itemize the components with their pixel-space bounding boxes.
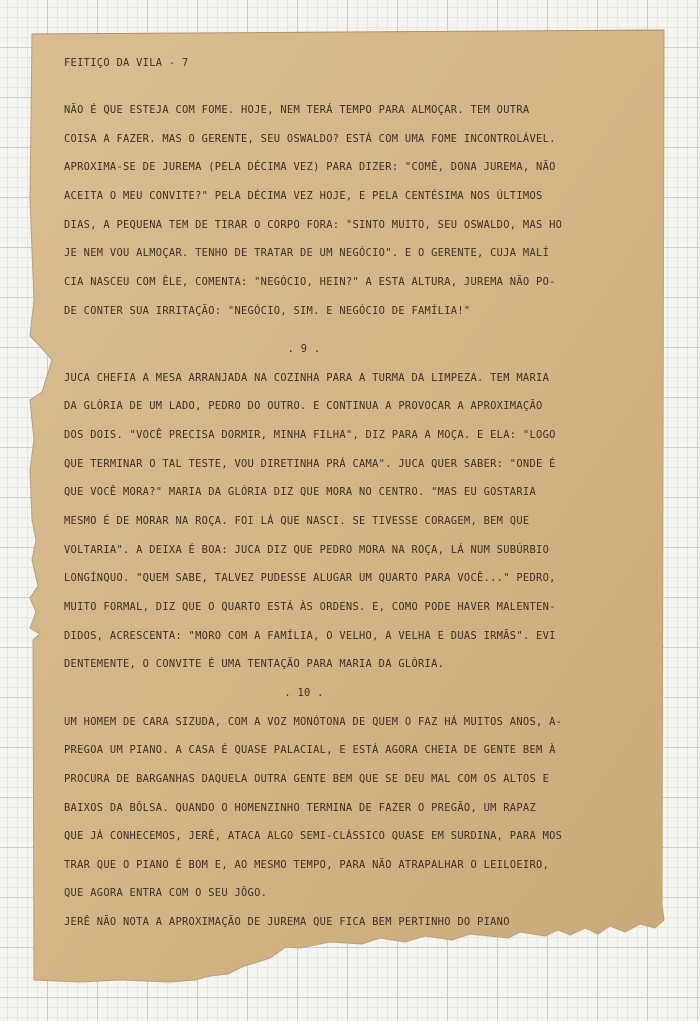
scene-marker-9: . 9 .: [287, 343, 321, 355]
last-partial-line: JERÊ NÃO NOTA A APROXIMAÇÃO DE JUREMA QUE FICA BEM PERTINHO DO PIANO: [64, 916, 510, 928]
paragraph-two-line: DENTEMENTE, O CONVITE É UMA TENTAÇÃO PARA MARIA DA GLÓRIA.: [64, 658, 445, 670]
paragraph-three-line: BAIXOS DA BÔLSA. QUANDO O HOMENZINHO TERMINA DE FAZER O PREGÃO, UM RAPAZ: [64, 802, 537, 814]
paragraph-three-line: QUE JÁ CONHECEMOS, JERÊ, ATACA ALGO SEMI-CLÁSSICO QUASE EM SURDINA, PARA MOS: [64, 830, 563, 842]
paragraph-three-line: UM HOMEM DE CARA SIZUDA, COM A VOZ MONÓTONA DE QUEM O FAZ HÁ MUITOS ANOS, A-: [64, 716, 563, 728]
paragraph-two-line: QUE TERMINAR O TAL TESTE, VOU DIRETINHA PRÁ CAMA". JUCA QUER SABER: "ONDE É: [64, 458, 556, 470]
paragraph-two-line: QUE VOCÊ MORA?" MARIA DA GLÓRIA DIZ QUE MORA NO CENTRO. "MAS EU GOSTARIA: [64, 486, 537, 498]
paragraph-one-line: APROXIMA-SE DE JUREMA (PELA DÉCIMA VEZ) PARA DIZER: "COMÊ, DONA JUREMA, NÃO: [64, 161, 556, 173]
paragraph-three-line: QUE AGORA ENTRA COM O SEU JÔGO.: [64, 887, 268, 899]
paragraph-two-line: DOS DOIS. "VOCÊ PRECISA DORMIR, MINHA FILHA", DIZ PARA A MOÇA. E ELA: "LOGO: [64, 429, 556, 441]
paragraph-two-line: VOLTARIA". A DEIXA É BOA: JUCA DIZ QUE PEDRO MORA NA ROÇA, LÁ NUM SUBÚRBIO: [64, 544, 550, 556]
paragraph-two-line: LONGÍNQUO. "QUEM SABE, TALVEZ PUDESSE ALUGAR UM QUARTO PARA VOCÊ..." PEDRO,: [64, 572, 556, 584]
paragraph-two-line: MESMO É DE MORAR NA ROÇA. FOI LÁ QUE NASCI. SE TIVESSE CORAGEM, BEM QUE: [64, 515, 530, 527]
paragraph-one-line: DE CONTER SUA IRRITAÇÃO: "NEGÓCIO, SIM. E NEGÓCIO DE FAMÍLIA!": [64, 305, 471, 317]
paragraph-two-line: DA GLÓRIA DE UM LADO, PEDRO DO OUTRO. E CONTINUA A PROVOCAR A APROXIMAÇÃO: [64, 400, 543, 412]
paragraph-two-line: JUCA CHEFIA A MESA ARRANJADA NA COZINHA PARA A TURMA DA LIMPEZA. TEM MARIA: [64, 372, 550, 384]
paragraph-one-line: COISA A FAZER. MAS O GERENTE, SEU OSWALDO? ESTÁ COM UMA FOME INCONTROLÁVEL.: [64, 133, 556, 145]
paragraph-one-line: ACEITA O MEU CONVITE?" PELA DÉCIMA VEZ HOJE, E PELA CENTÉSIMA NOS ÚLTIMOS: [64, 190, 543, 202]
paragraph-three-line: TRAR QUE O PIANO É BOM E, AO MESMO TEMPO, PARA NÃO ATRAPALHAR O LEILOEIRO,: [64, 859, 550, 871]
paragraph-one-line: JE NEM VOU ALMOÇAR. TENHO DE TRATAR DE UM NEGÓCIO". E O GERENTE, CUJA MALÍ: [64, 247, 550, 259]
paragraph-one-line: NÃO É QUE ESTEJA COM FOME. HOJE, NEM TERÁ TEMPO PARA ALMOÇAR. TEM OUTRA: [64, 104, 530, 116]
paragraph-one-line: DIAS, A PEQUENA TEM DE TIRAR O CORPO FORA: "SINTO MUITO, SEU OSWALDO, MAS HO: [64, 219, 563, 231]
page-header: FEITIÇO DA VILA - 7: [64, 57, 189, 69]
paragraph-one-line: CIA NASCEU COM ÊLE, COMENTA: "NEGÓCIO, HEIN?" A ESTA ALTURA, JUREMA NÃO PO-: [64, 276, 556, 288]
paragraph-two-line: DIDOS, ACRESCENTA: "MORO COM A FAMÍLIA, O VELHO, A VELHA E DUAS IRMÃS". EVI: [64, 630, 556, 642]
paragraph-two-line: MUITO FORMAL, DIZ QUE O QUARTO ESTÁ ÀS ORDENS. E, COMO PODE HAVER MALENTEN-: [64, 601, 556, 613]
paragraph-three-line: PREGOA UM PIANO. A CASA É QUASE PALACIAL, E ESTÁ AGORA CHEIA DE GENTE BEM À: [64, 744, 556, 756]
paragraph-three-line: PROCURA DE BARGANHAS DAQUELA OUTRA GENTE BEM QUE SE DEU MAL COM OS ALTOS E: [64, 773, 550, 785]
scene-marker-10: . 10 .: [284, 687, 324, 699]
